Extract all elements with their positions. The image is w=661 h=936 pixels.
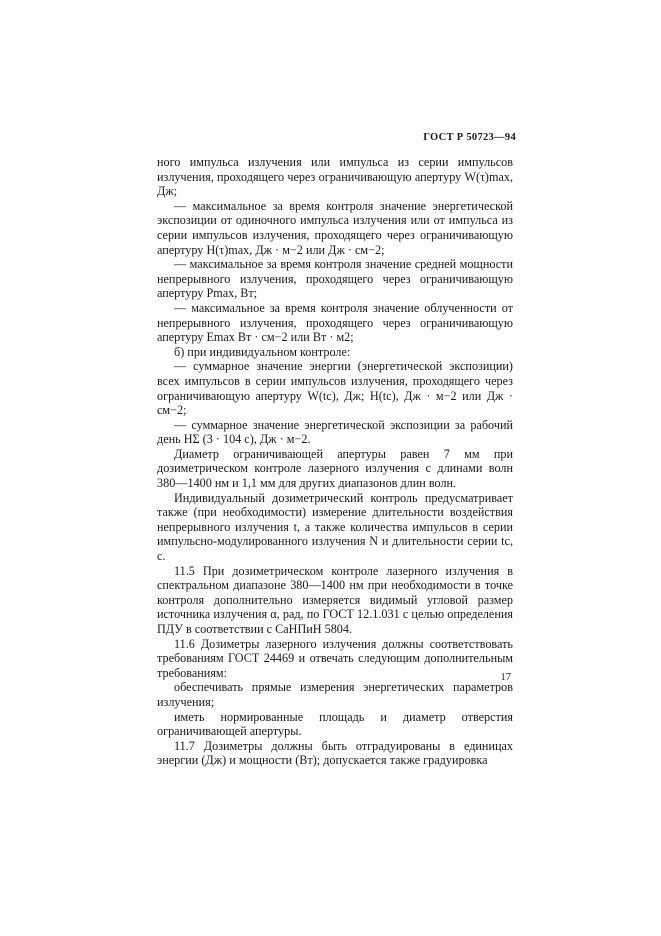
paragraph-continuation: ного импульса излучения или импульса из серии импульсов излучения, проходящего через ограничивающую апертуру W(τ)max, Дж; xyxy=(157,155,513,199)
document-header: ГОСТ Р 50723—94 xyxy=(423,132,516,143)
paragraph-clause-11-6: 11.6 Дозиметры лазерного излучения должны соответствовать требованиям ГОСТ 24469 и отвечать следующим дополнительным требованиям: xyxy=(157,636,513,680)
paragraph-requirement: обеспечивать прямые измерения энергетических параметров излучения; xyxy=(157,680,513,709)
paragraph-list-item: — максимальное за время контроля значение облученности от непрерывного излучения, проходящего через ограничивающую апертуру Emax Вт · см−2 или Вт · м2; xyxy=(157,300,513,345)
paragraph-list-item: — суммарное значение энергетической экспозиции за рабочий день HΣ (3 · 104 с), Дж · м−2. xyxy=(157,417,513,447)
paragraph-list-item: — суммарное значение энергии (энергетической экспозиции) всех импульсов в серии импульсов излучения, проходящего через ограничивающую апертуру W(tc), Дж; H(tc), Дж · м−2 или Дж · см−2; xyxy=(157,359,513,418)
paragraph: Индивидуальный дозиметрический контроль предусматривает также (при необходимости) измерение длительности воздействия непрерывного излучения t, а также количества импульсов в серии импульсно-модулированного излучения N и длительности серии tc, с. xyxy=(157,490,513,564)
paragraph-list-item: — максимальное за время контроля значение энергетической экспозиции от одиночного импульса излучения или от импульса из серии импульсов излучения, проходящего через ограничивающую апертуру H(τ)max, Дж · м−2 или Дж · см−2; xyxy=(157,198,513,257)
paragraph: Диаметр ограничивающей апертуры равен 7 мм при дозиметрическом контроле лазерного излучения с длинами волн 380—1400 нм и 1,1 мм для других диапазонов длин волн. xyxy=(157,446,513,491)
paragraph-clause-11-7: 11.7 Дозиметры должны быть отградуированы в единицах энергии (Дж) и мощности (Вт); допускается также градуировка xyxy=(157,738,513,768)
paragraph-requirement: иметь нормированные площадь и диаметр отверстия ограничивающей апертуры. xyxy=(157,709,513,739)
document-body xyxy=(157,155,513,768)
paragraph-subheading: б) при индивидуальном контроле: xyxy=(174,344,351,359)
paragraph-clause-11-5: 11.5 При дозиметрическом контроле лазерного излучения в спектральном диапазоне 380—1400 нм при необходимости в точке контроля дополнительно измеряется видимый угловой размер источника излучения α, рад, по ГОСТ 12.1.031 с целью определения ПДУ в соответствии с СаНПиН 5804. xyxy=(157,563,513,636)
page-number: 17 xyxy=(500,672,511,683)
paragraph-list-item: — максимальное за время контроля значение средней мощности непрерывного излучения, проходящего через ограничивающую апертуру Pmax, Вт; xyxy=(157,257,513,301)
